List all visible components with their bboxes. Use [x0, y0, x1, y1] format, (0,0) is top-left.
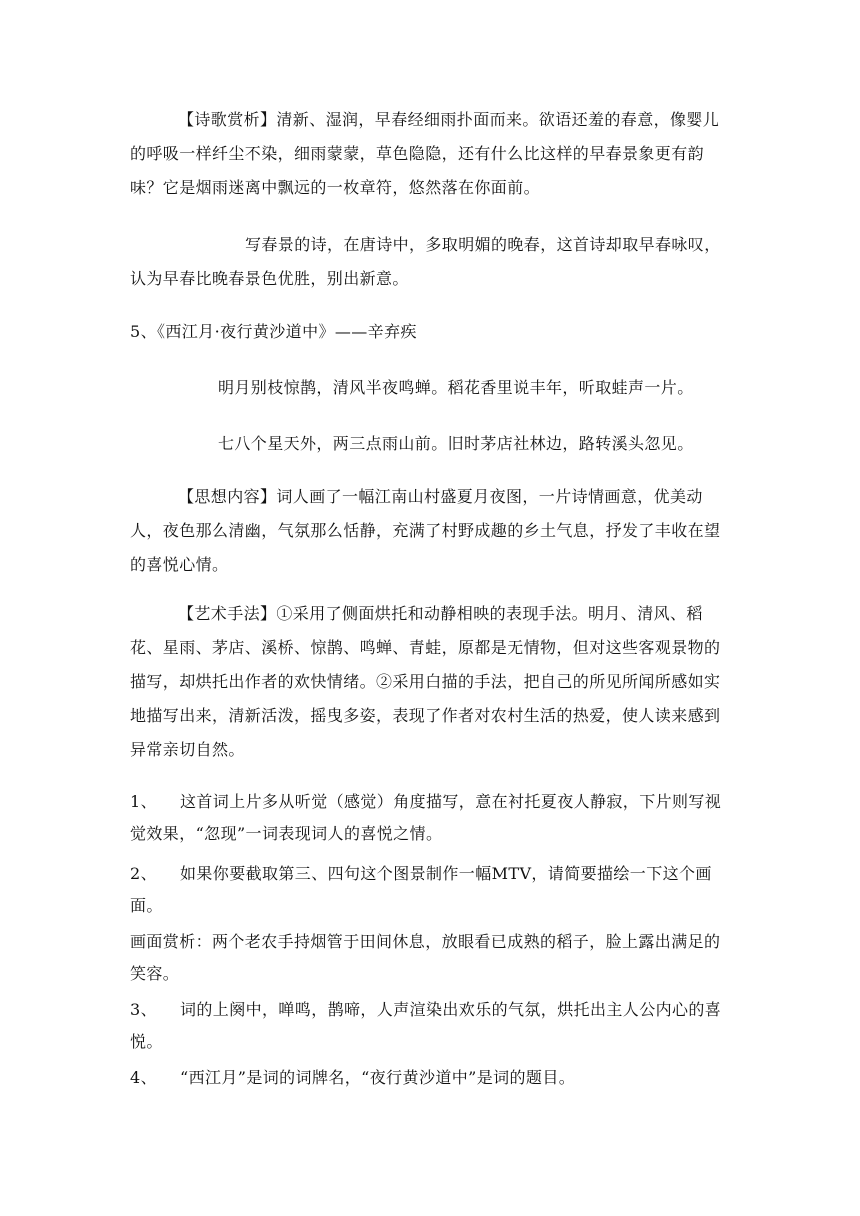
poem-line-2: 七八个星天外，两三点雨山前。旧时茅店社林边，路转溪头忽见。 [218, 434, 694, 453]
list-item-number: 2、 [130, 864, 157, 883]
thought-content-paragraph: 【思想内容】词人画了一幅江南山村盛夏月夜图，一片诗情画意，优美动人，夜色那么清幽，气氛那么恬静，充满了村野成趣的乡土气息，抒发了丰收在望的喜悦心情。 [130, 487, 721, 574]
list-item-text: 这首词上片多从听觉（感觉）角度描写，意在衬托夏夜人静寂，下片则写视觉效果，“忽现”一词表现词人的喜悦之情。 [130, 792, 722, 843]
list-item-note [130, 926, 730, 990]
list-item-text: 如果你要截取第三、四句这个图景制作一幅MTV，请简要描绘一下这个画面。 [130, 864, 712, 915]
list-item [130, 786, 730, 850]
spring-scene-paragraph: 写春景的诗，在唐诗中，多取明媚的晚春，这首诗却取早春咏叹，认为早春比晚春景色优胜，别出新意。 [130, 235, 721, 288]
list-item-text: 词的上阕中，啴鸣，鹊啼，人声渲染出欢乐的气氛，烘托出主人公内心的喜悦。 [130, 1000, 722, 1051]
list-item-number: 3、 [130, 1000, 157, 1019]
list-item [130, 858, 730, 922]
list-item-number: 1、 [130, 792, 157, 811]
section-5-title: 5、《西江月·夜行黄沙道中》——辛弃疾 [130, 322, 417, 341]
list-item [130, 994, 730, 1058]
list-item [130, 1062, 730, 1094]
list-item-number: 4、 [130, 1068, 157, 1087]
artistic-technique-paragraph: 【艺术手法】①采用了侧面烘托和动静相映的表现手法。明月、清风、稻花、星雨、茅店、溪桥、惊鹊、鸣蝉、青蛙，原都是无情物，但对这些客观景物的描写，却烘托出作者的欢快情绪。②采用白描的手法，把自己的所见所闻所感如实地描写出来，清新活泼，摇曳多姿，表现了作者对农村生活的热爱，使人读来感到异常亲切自然。 [130, 604, 721, 759]
poem-line-1: 明月别枝惊鹊，清风半夜鸣蝉。稻花香里说丰年，听取蛙声一片。 [218, 378, 694, 397]
list-item-text: “西江月”是词的词牌名，“夜行黄沙道中”是词的题目。 [180, 1068, 576, 1087]
poem-appreciation-paragraph: 【诗歌赏析】清新、湿润，早春经细雨扑面而来。欲语还羞的春意，像婴儿的呼吸一样纤尘不染，细雨蒙蒙，草色隐隐，还有什么比这样的早春景象更有韵味？它是烟雨迷离中飘远的一枚章符，悠然落在你面前。 [130, 110, 720, 197]
list-item-text: 画面赏析：两个老农手持烟管于田间休息，放眼看已成熟的稻子，脸上露出满足的笑容。 [130, 932, 721, 983]
